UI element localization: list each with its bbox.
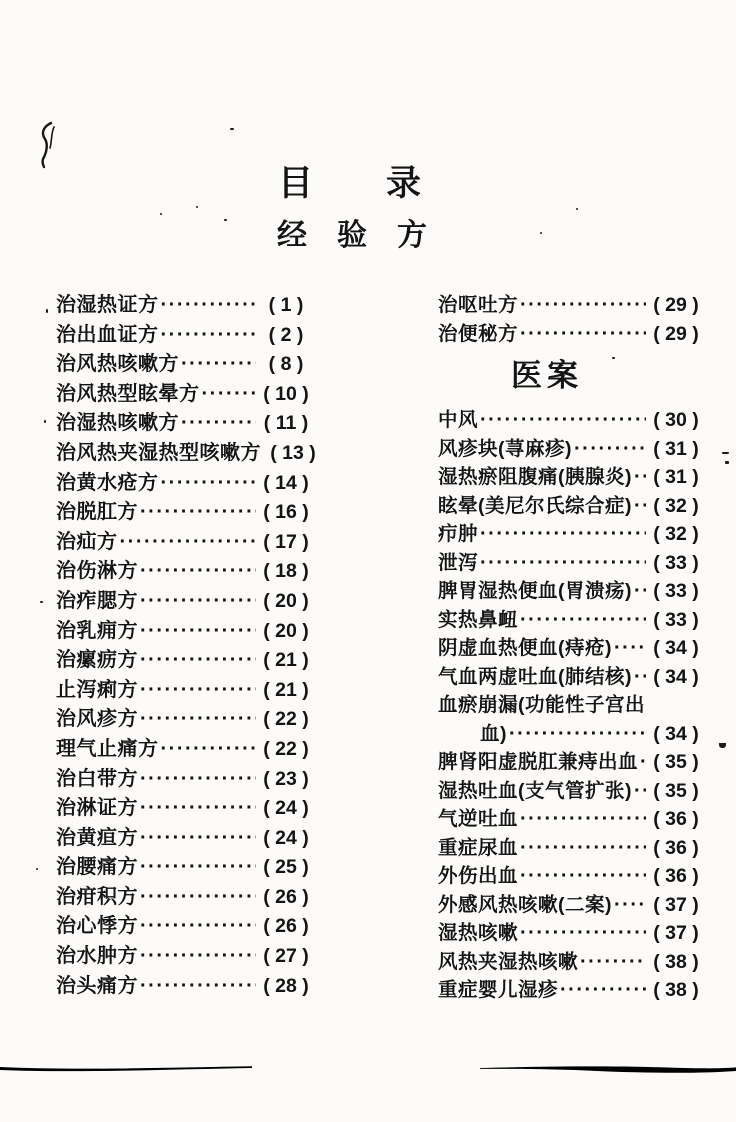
- dot-leader: [560, 976, 646, 1005]
- entry-label: 外伤出血: [438, 865, 519, 887]
- page-number: ( 14 ): [263, 471, 309, 494]
- entry-label: 气血两虚吐血(肺结核): [438, 665, 632, 688]
- page-number: ( 23 ): [263, 767, 309, 790]
- scan-speck: [725, 461, 729, 464]
- entry-label: 治出血证方: [56, 323, 159, 346]
- toc-entry: [438, 862, 704, 891]
- page-edge-artifact: [0, 1058, 736, 1080]
- page-number: ( 32 ): [653, 494, 699, 517]
- entry-label: 治黄水疮方: [56, 471, 159, 494]
- page-number: ( 21 ): [263, 678, 309, 701]
- dot-leader: [614, 891, 646, 920]
- toc-entry: [438, 520, 704, 549]
- toc-entry: [56, 972, 314, 1002]
- toc-entry: [438, 463, 704, 492]
- dot-leader: [520, 291, 646, 320]
- dot-leader: [520, 805, 646, 834]
- dot-leader: [520, 606, 646, 635]
- scan-speck: [722, 452, 729, 454]
- page-number: ( 20 ): [263, 589, 309, 612]
- entry-label: 治水肿方: [56, 945, 138, 968]
- page-number: ( 1 ): [268, 294, 304, 316]
- toc-entry: [438, 777, 704, 806]
- page-number: ( 36 ): [653, 836, 699, 859]
- entry-label: 治风热夹湿热型咳嗽方: [56, 441, 261, 464]
- dot-leader: [614, 634, 646, 663]
- page-number: ( 30 ): [653, 409, 699, 431]
- toc-entry: [438, 577, 704, 606]
- dot-leader: [140, 587, 256, 617]
- entry-label: 治疳积方: [56, 885, 138, 908]
- toc-left-column: [56, 291, 314, 1005]
- dot-leader: [580, 948, 646, 977]
- toc-entry: [56, 735, 314, 765]
- cases-heading: 医案: [511, 358, 583, 393]
- entry-label: 治心悸方: [56, 915, 138, 938]
- toc-entry: [56, 705, 314, 735]
- dot-leader: [140, 883, 256, 913]
- page-number: ( 29 ): [653, 294, 699, 316]
- toc-entry: [438, 891, 704, 920]
- dot-leader: [120, 528, 257, 558]
- dot-leader: [140, 912, 256, 942]
- toc-entry: [56, 350, 314, 380]
- toc-entry: [438, 691, 704, 720]
- page-number: ( 36 ): [653, 808, 699, 830]
- page-number: ( 11 ): [263, 412, 309, 435]
- toc-entry: [56, 824, 314, 854]
- entry-label: 实热鼻衄: [438, 608, 519, 631]
- toc-entry: [56, 291, 314, 321]
- toc-entry: [56, 439, 314, 469]
- entry-label: 治白带方: [56, 767, 138, 790]
- page-number: ( 13 ): [270, 441, 316, 464]
- page-number: ( 22 ): [263, 708, 309, 731]
- scan-speck: [224, 219, 227, 221]
- entry-label: 阴虚血热便血(痔疮): [438, 637, 612, 659]
- page-number: ( 24 ): [263, 826, 309, 849]
- dot-leader: [140, 942, 256, 972]
- dot-leader: [140, 498, 256, 528]
- entry-label: 血瘀崩漏(功能性子宫出: [438, 694, 645, 716]
- dot-leader: [634, 577, 646, 606]
- entry-label: 治腰痛方: [56, 856, 138, 879]
- dot-leader: [140, 824, 256, 854]
- page-number: ( 25 ): [263, 856, 309, 879]
- toc-entry: [438, 805, 704, 834]
- scan-speck: [230, 128, 234, 130]
- scan-speck: [540, 232, 542, 234]
- toc-entry: [56, 557, 314, 587]
- entry-label: 脾胃湿热便血(胃溃疡): [438, 580, 632, 602]
- toc-right-top: [438, 291, 704, 348]
- toc-entry: [438, 320, 704, 349]
- entry-label: 治头痛方: [56, 974, 138, 997]
- page-title: 目 录: [277, 164, 422, 203]
- entry-label: 治疝方: [56, 530, 118, 553]
- entry-label: 治淋证方: [56, 797, 138, 820]
- entry-label: 治黄疸方: [56, 826, 138, 849]
- toc-entry: [438, 406, 704, 435]
- toc-entry: [438, 606, 704, 635]
- entry-label: 眩晕(美尼尔氏综合症): [438, 494, 632, 517]
- toc-entry: [56, 676, 314, 706]
- toc-entry: [438, 948, 704, 977]
- scan-speck: [46, 309, 48, 313]
- entry-label: 治风疹方: [56, 708, 138, 731]
- page-number: ( 34 ): [653, 722, 699, 745]
- entry-label: 治瘰疬方: [56, 649, 138, 672]
- toc-entry: [56, 409, 314, 439]
- page-number: ( 33 ): [653, 551, 699, 574]
- section-heading: 经 验 方: [277, 219, 427, 252]
- toc-entry: [438, 634, 704, 663]
- page-number: ( 38 ): [653, 979, 699, 1001]
- entry-label: 湿热瘀阻腹痛(胰腺炎): [438, 466, 632, 488]
- dot-leader: [140, 765, 256, 795]
- entry-label: 脾肾阳虚脱肛兼痔出血: [438, 751, 639, 773]
- dot-leader: [140, 557, 256, 587]
- entry-label: 湿热咳嗽: [438, 922, 519, 944]
- entry-label: 治伤淋方: [56, 560, 138, 583]
- toc-entry: [56, 646, 314, 676]
- entry-label: 泄泻: [438, 551, 479, 574]
- toc-entry: [438, 663, 704, 692]
- toc-entry: [56, 765, 314, 795]
- page-number: ( 16 ): [263, 501, 309, 524]
- scan-speck: [612, 357, 615, 359]
- toc-entry: [56, 380, 314, 410]
- dot-leader: [202, 380, 257, 410]
- entry-label: 风疹块(荨麻疹): [438, 437, 572, 460]
- entry-label: 治脱肛方: [56, 501, 138, 524]
- page-number: ( 10 ): [263, 382, 309, 405]
- dot-leader: [480, 549, 646, 578]
- toc-entry: [438, 976, 704, 1005]
- entry-label: 治湿热咳嗽方: [56, 412, 179, 435]
- page-number: ( 34 ): [653, 637, 699, 659]
- page-number: ( 2 ): [268, 323, 304, 346]
- dot-leader: [140, 794, 256, 824]
- page-number: ( 29 ): [653, 322, 699, 345]
- dot-leader: [140, 853, 256, 883]
- entry-label: 治湿热证方: [56, 294, 159, 316]
- dot-leader: [520, 320, 646, 349]
- entry-label: 治痄腮方: [56, 589, 138, 612]
- dot-leader: [634, 777, 646, 806]
- page-number: ( 37 ): [653, 893, 699, 916]
- toc-right-main: [438, 406, 704, 1005]
- entry-label: 治风热咳嗽方: [56, 353, 179, 376]
- page-number: ( 17 ): [263, 530, 309, 553]
- scan-speck: [40, 601, 43, 603]
- toc-entry: [56, 617, 314, 647]
- dot-leader: [640, 748, 646, 777]
- entry-label: 血): [480, 722, 507, 745]
- page-number: ( 36 ): [653, 865, 699, 887]
- dot-leader: [181, 350, 256, 380]
- toc-entry: [56, 794, 314, 824]
- page-number: ( 33 ): [653, 608, 699, 631]
- toc-entry: [56, 498, 314, 528]
- toc-entry: [438, 748, 704, 777]
- page-number: ( 26 ): [263, 915, 309, 938]
- page-number: ( 35 ): [653, 751, 699, 773]
- dot-leader: [140, 617, 256, 647]
- dot-leader: [480, 406, 646, 435]
- toc-entry: [56, 912, 314, 942]
- toc-entry: [438, 492, 704, 521]
- toc-entry: [56, 942, 314, 972]
- toc-entry: [438, 291, 704, 320]
- entry-label: 治便秘方: [438, 322, 519, 345]
- page-number: ( 26 ): [263, 885, 309, 908]
- dot-leader: [140, 646, 256, 676]
- toc-entry: [438, 919, 704, 948]
- toc-entry: [56, 853, 314, 883]
- toc-entry: [56, 469, 314, 499]
- dot-leader: [480, 520, 646, 549]
- page-number: ( 24 ): [263, 797, 309, 820]
- entry-label: 湿热吐血(支气管扩张): [438, 779, 632, 802]
- scan-speck: [196, 206, 198, 208]
- toc-entry: [438, 435, 704, 464]
- entry-label: 气逆吐血: [438, 808, 519, 830]
- entry-label: 中风: [438, 409, 479, 431]
- toc-entry: [438, 834, 704, 863]
- entry-label: 治呕吐方: [438, 294, 519, 316]
- entry-label: 治风热型眩晕方: [56, 382, 200, 405]
- dot-leader: [161, 469, 257, 499]
- toc-right-column: [438, 291, 704, 1005]
- dot-leader: [574, 435, 646, 464]
- dot-leader: [634, 663, 646, 692]
- dot-leader: [520, 919, 646, 948]
- dot-leader: [181, 409, 256, 439]
- page-number: ( 28 ): [263, 974, 309, 997]
- page-number: ( 34 ): [653, 665, 699, 688]
- dot-leader: [140, 705, 256, 735]
- page-number: ( 8 ): [268, 353, 304, 376]
- page-number: ( 22 ): [263, 737, 309, 760]
- dot-leader: [140, 972, 256, 1002]
- entry-label: 疖肿: [438, 523, 479, 545]
- scan-speck: [576, 208, 578, 210]
- dot-leader: [634, 492, 646, 521]
- dot-leader: [161, 735, 257, 765]
- page-number: ( 18 ): [263, 560, 309, 583]
- page-number: ( 37 ): [653, 922, 699, 944]
- toc-entry: [56, 321, 314, 351]
- page-number: ( 20 ): [263, 619, 309, 642]
- entry-label: 外感风热咳嗽(二案): [438, 893, 612, 916]
- page-number: ( 35 ): [653, 779, 699, 802]
- entry-label: 重症婴儿湿疹: [438, 979, 559, 1001]
- dot-leader: [140, 676, 256, 706]
- entry-label: 治乳痈方: [56, 619, 138, 642]
- toc-entry: [438, 720, 704, 749]
- page-number: ( 31 ): [653, 466, 699, 488]
- entry-label: 重症尿血: [438, 836, 519, 859]
- dot-leader: [509, 720, 646, 749]
- scan-speck: [160, 213, 162, 215]
- entry-label: 风热夹湿热咳嗽: [438, 950, 579, 973]
- dot-leader: [161, 291, 257, 321]
- dot-leader: [520, 862, 646, 891]
- dot-leader: [634, 463, 646, 492]
- toc-entry: [438, 549, 704, 578]
- toc-entry: [56, 528, 314, 558]
- page-number: ( 21 ): [263, 649, 309, 672]
- toc-entry: [56, 587, 314, 617]
- dot-leader: [161, 321, 257, 351]
- page-number: ( 38 ): [653, 950, 699, 973]
- page-number: ( 31 ): [653, 437, 699, 460]
- page-number: ( 33 ): [653, 580, 699, 602]
- dot-leader: [520, 834, 646, 863]
- page-number: ( 32 ): [653, 523, 699, 545]
- toc-columns: [56, 291, 704, 1005]
- toc-entry: [56, 883, 314, 913]
- scan-speck: [44, 420, 46, 423]
- scan-speck: [36, 868, 38, 870]
- entry-label: 止泻痢方: [56, 678, 138, 701]
- scan-speck: [719, 743, 726, 748]
- page-number: ( 27 ): [263, 945, 309, 968]
- entry-label: 理气止痛方: [56, 737, 159, 760]
